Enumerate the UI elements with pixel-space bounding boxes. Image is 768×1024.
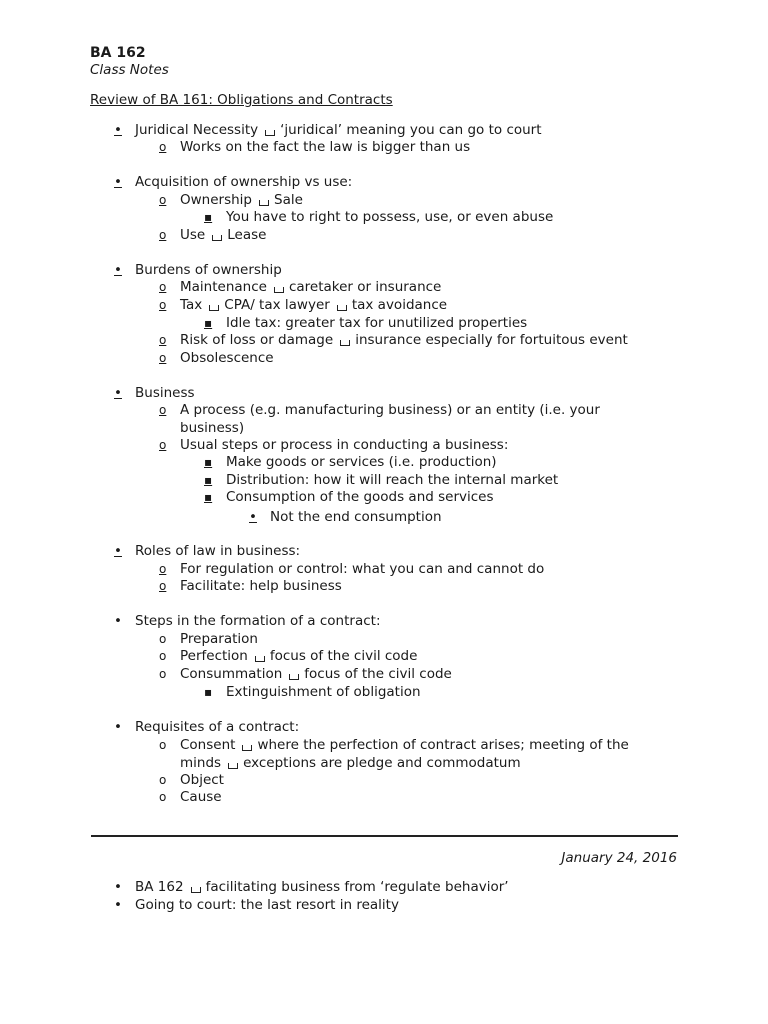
circle-bullet-icon xyxy=(159,630,175,648)
item-text: exceptions are pledge and commodatum xyxy=(243,755,521,771)
circle-bullet-icon xyxy=(159,278,175,296)
item-text: ‘juridical’ meaning you can go to court xyxy=(280,122,542,138)
item-text: where the perfection of contract arises; meeting of the xyxy=(257,737,629,753)
item-text: A process (e.g. manufacturing business) or an entity (i.e. your xyxy=(180,402,600,418)
review-heading: Review of BA 161: Obligations and Contracts xyxy=(90,92,393,108)
circle-bullet-icon xyxy=(159,191,175,209)
circle-bullet-icon xyxy=(159,331,175,349)
circle-bullet-icon xyxy=(159,647,175,665)
item-text: caretaker or insurance xyxy=(288,279,442,295)
bullet-icon xyxy=(114,384,135,402)
circle-bullet-icon xyxy=(159,771,175,789)
item-text: BA 162 xyxy=(135,879,184,895)
item-text: Lease xyxy=(227,227,267,243)
arrow-icon xyxy=(337,305,347,311)
item-text: Roles of law in business: xyxy=(135,543,301,559)
item-text: Ownership xyxy=(180,192,252,208)
circle-bullet-icon xyxy=(159,788,175,806)
bullet-icon xyxy=(114,173,135,191)
course-title: BA 162 xyxy=(90,45,146,61)
item-text: Extinguishment of obligation xyxy=(226,684,421,700)
bullet-icon xyxy=(114,896,135,914)
item-text: insurance especially for fortuitous event xyxy=(355,332,628,348)
item-text: Facilitate: help business xyxy=(180,578,342,594)
item-text: Juridical Necessity xyxy=(135,122,259,138)
arrow-icon xyxy=(212,235,222,241)
item-text: Tax xyxy=(180,297,203,313)
item-text: Consummation xyxy=(180,666,283,682)
item-text: Usual steps or process in conducting a business: xyxy=(180,437,509,453)
item-text: Object xyxy=(180,772,224,788)
item-text: You have to right to possess, use, or even abuse xyxy=(226,209,554,225)
arrow-icon xyxy=(274,287,284,293)
item-text: Works on the fact the law is bigger than us xyxy=(180,139,471,155)
square-bullet-icon xyxy=(204,208,224,226)
bullet-icon xyxy=(114,121,135,139)
item-text: Consent xyxy=(180,737,236,753)
item-text: tax avoidance xyxy=(351,297,448,313)
item-text: Maintenance xyxy=(180,279,267,295)
item-text: Burdens of ownership xyxy=(135,262,282,278)
item-text: focus of the civil code xyxy=(269,648,418,664)
item-text: Risk of loss or damage xyxy=(180,332,334,348)
item-text: Make goods or services (i.e. production) xyxy=(226,454,497,470)
item-text: Perfection xyxy=(180,648,248,664)
square-bullet-icon xyxy=(204,683,224,701)
arrow-icon xyxy=(242,745,252,751)
item-text-continued xyxy=(180,754,521,772)
bullet-icon xyxy=(114,542,135,560)
item-text: Idle tax: greater tax for unutilized properties xyxy=(226,315,528,331)
class-notes-subtitle: Class Notes xyxy=(90,62,169,78)
arrow-icon xyxy=(209,305,219,311)
item-text: Cause xyxy=(180,789,222,805)
square-bullet-icon xyxy=(204,471,224,489)
circle-bullet-icon xyxy=(159,296,175,314)
item-text: facilitating business from ‘regulate behavior’ xyxy=(205,879,509,895)
circle-bullet-icon xyxy=(159,736,175,754)
item-text: Obsolescence xyxy=(180,350,274,366)
bullet-icon xyxy=(114,878,135,896)
arrow-icon xyxy=(340,340,350,346)
arrow-icon xyxy=(228,763,238,769)
section-divider xyxy=(91,835,678,837)
circle-bullet-icon xyxy=(159,138,175,156)
arrow-icon xyxy=(259,200,269,206)
circle-bullet-icon xyxy=(159,560,175,578)
square-bullet-icon xyxy=(204,314,224,332)
square-bullet-icon xyxy=(204,488,224,506)
arrow-icon xyxy=(265,130,275,136)
item-text: Not the end consumption xyxy=(270,509,442,525)
item-text: Going to court: the last resort in reality xyxy=(135,897,399,913)
item-text: Acquisition of ownership vs use: xyxy=(135,174,353,190)
bullet-icon xyxy=(114,718,135,736)
item-text: Requisites of a contract: xyxy=(135,719,300,735)
bullet-icon xyxy=(114,612,135,630)
arrow-icon xyxy=(289,674,299,680)
item-text: Distribution: how it will reach the internal market xyxy=(226,472,559,488)
circle-bullet-icon xyxy=(159,436,175,454)
bullet-icon xyxy=(249,508,270,526)
circle-bullet-icon xyxy=(159,349,175,367)
item-text: Consumption of the goods and services xyxy=(226,489,494,505)
item-text: Steps in the formation of a contract: xyxy=(135,613,381,629)
square-bullet-icon xyxy=(204,453,224,471)
circle-bullet-icon xyxy=(159,226,175,244)
arrow-icon xyxy=(191,887,201,893)
bullet-icon xyxy=(114,261,135,279)
item-text: Use xyxy=(180,227,206,243)
item-text: CPA/ tax lawyer xyxy=(224,297,330,313)
item-text: Business xyxy=(135,385,195,401)
item-text: For regulation or control: what you can and cannot do xyxy=(180,561,545,577)
arrow-icon xyxy=(255,656,265,662)
circle-bullet-icon xyxy=(159,665,175,683)
circle-bullet-icon xyxy=(159,401,175,419)
item-text: Sale xyxy=(274,192,303,208)
circle-bullet-icon xyxy=(159,577,175,595)
item-text-continued: business) xyxy=(180,420,245,436)
item-text: minds xyxy=(180,755,222,771)
item-text: Preparation xyxy=(180,631,258,647)
item-text: focus of the civil code xyxy=(304,666,452,682)
date-label: January 24, 2016 xyxy=(561,850,677,866)
